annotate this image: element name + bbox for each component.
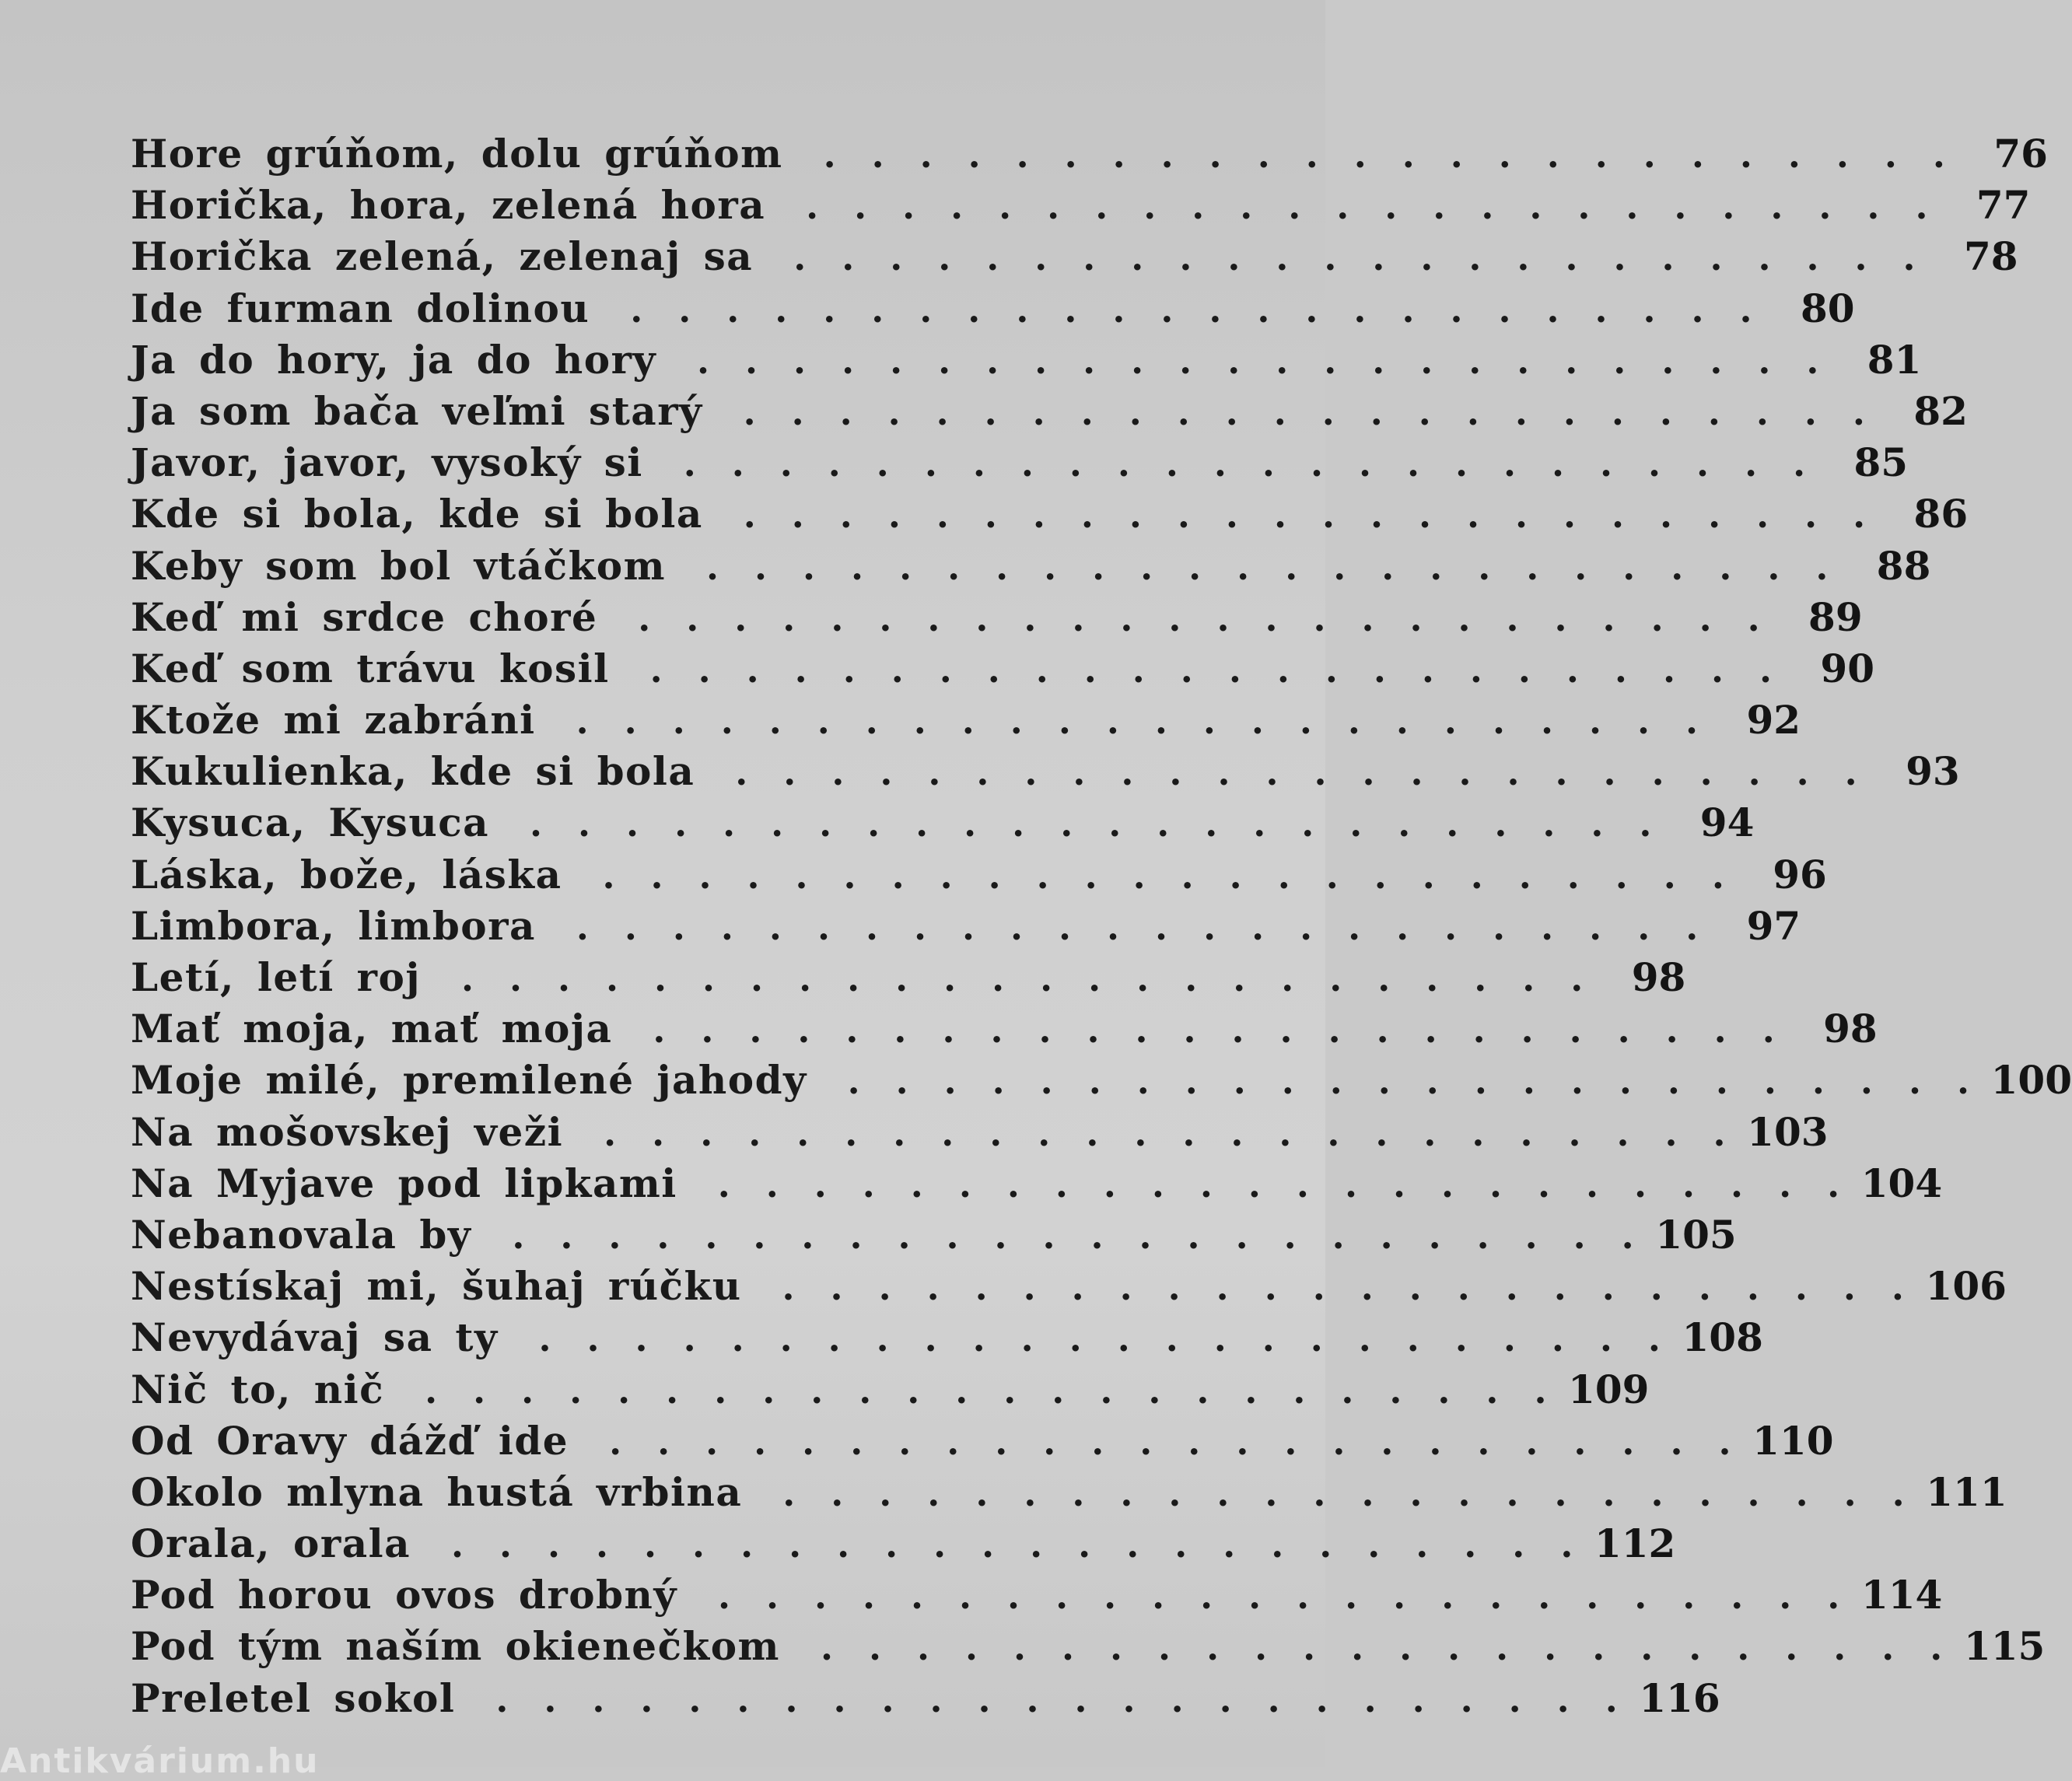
toc-entry-title: Láska, bože, láska xyxy=(131,851,562,897)
dot-leader: . . . . . . . . . . . . . . . . . . . . . . . . xyxy=(540,700,1699,743)
toc-entry-title: Keď mi srdce choré xyxy=(131,593,598,640)
toc-entry-page-number: 81 xyxy=(1867,336,1922,383)
toc-entry xyxy=(131,1569,1943,1621)
toc-entry xyxy=(131,1209,1737,1261)
toc-entry xyxy=(131,437,1909,488)
toc-entry-title: Limbora, limbora xyxy=(131,902,536,949)
toc-entry-page-number: 92 xyxy=(1746,697,1801,744)
toc-entry-page-number: 76 xyxy=(1993,131,2048,177)
toc-entry-title: Ja do hory, ja do hory xyxy=(131,336,657,383)
dot-leader: . . . . . . . . . . . . . . . . . . . . . . . . xyxy=(707,494,1866,537)
dot-leader: . . . . . . . . . . . . . . . . . . . . . . . . xyxy=(502,1317,1661,1360)
toc-entry-title: Keď som trávu kosil xyxy=(131,645,610,691)
dot-leader: . . . . . . . . . . . . . . . . . . . . . . . . xyxy=(746,1266,1904,1309)
toc-entry-page-number: 110 xyxy=(1752,1417,1834,1464)
toc-entry-page-number: 97 xyxy=(1746,902,1801,949)
toc-entry xyxy=(131,231,2018,282)
toc-entry-title: Ide furman dolinou xyxy=(131,285,590,331)
dot-leader: . . . . . . . . . . . . . . . . . . . . . . . . xyxy=(568,1111,1726,1154)
toc-entry-title: Pod tým naším okienečkom xyxy=(131,1623,780,1670)
toc-entry xyxy=(131,1312,1763,1363)
watermark: Antikvárium.hu xyxy=(0,1741,320,1781)
toc-entry-title: Okolo mlyna hustá vrbina xyxy=(131,1468,743,1515)
toc-entry-title: Ja som bača veľmi starý xyxy=(131,387,703,434)
dot-leader: . . . . . . . . . . . . . . . . . . . . . . . . xyxy=(787,134,1945,176)
toc-entry xyxy=(131,128,2048,180)
toc-entry-page-number: 116 xyxy=(1639,1674,1720,1721)
toc-entry xyxy=(131,386,1968,437)
toc-entry-title: Ktože mi zabráni xyxy=(131,697,536,744)
toc-entry-page-number: 111 xyxy=(1926,1468,2007,1515)
toc-entry-page-number: 96 xyxy=(1773,851,1827,897)
toc-entry-title: Kukulienka, kde si bola xyxy=(131,748,695,795)
toc-entry-title: Kde si bola, kde si bola xyxy=(131,491,703,537)
toc-entry-page-number: 78 xyxy=(1963,233,2018,280)
table-of-contents xyxy=(131,128,2072,1724)
toc-entry-page-number: 112 xyxy=(1594,1520,1676,1567)
toc-entry-title: Kysuca, Kysuca xyxy=(131,800,490,846)
toc-entry-title: Horička zelená, zelenaj sa xyxy=(131,233,754,280)
toc-entry-page-number: 109 xyxy=(1568,1366,1650,1412)
toc-entry-page-number: 86 xyxy=(1913,491,1969,537)
toc-entry xyxy=(131,797,1755,849)
dot-leader: . . . . . . . . . . . . . . . . . . . . . . . . xyxy=(425,957,1584,999)
toc-entry xyxy=(131,1415,1834,1467)
dot-leader: . . . . . . . . . . . . . . . . . . . . . . . . xyxy=(784,1626,1943,1669)
dot-leader: . . . . . . . . . . . . . . . . . . . . . . . . xyxy=(415,1524,1573,1566)
toc-entry-title: Od Oravy dážď ide xyxy=(131,1417,569,1464)
toc-entry-page-number: 80 xyxy=(1800,285,1855,331)
dot-leader: . . . . . . . . . . . . . . . . . . . . . . . . xyxy=(614,648,1772,691)
toc-entry-page-number: 98 xyxy=(1631,954,1686,1000)
toc-entry-page-number: 114 xyxy=(1860,1572,1943,1618)
toc-entry-title: Nevydávaj sa ty xyxy=(131,1314,499,1361)
toc-entry-page-number: 115 xyxy=(1963,1623,2046,1670)
toc-entry-page-number: 82 xyxy=(1913,387,1968,434)
toc-entry-title: Hore grúňom, dolu grúňom xyxy=(131,131,783,177)
dot-leader: . . . . . . . . . . . . . . . . . . . . . . . . xyxy=(811,1060,1969,1103)
toc-entry-page-number: 100 xyxy=(1990,1057,2072,1104)
dot-leader: . . . . . . . . . . . . . . . . . . . . . . . . xyxy=(647,443,1806,485)
toc-entry-page-number: 105 xyxy=(1655,1211,1737,1258)
dot-leader: . . . . . . . . . . . . . . . . . . . . . . . . xyxy=(770,185,1928,228)
toc-entry xyxy=(131,695,1801,746)
toc-entry xyxy=(131,334,1922,386)
toc-entry-page-number: 93 xyxy=(1906,748,1960,795)
toc-entry-page-number: 94 xyxy=(1699,800,1755,846)
toc-entry-title: Horička, hora, zelená hora xyxy=(131,182,766,229)
toc-entry xyxy=(131,1158,1943,1209)
dot-leader: . . . . . . . . . . . . . . . . . . . . . . . . xyxy=(540,905,1699,948)
toc-entry-page-number: 106 xyxy=(1925,1263,2007,1310)
toc-entry xyxy=(131,1003,1878,1055)
toc-entry xyxy=(131,746,1960,797)
toc-entry xyxy=(131,1467,2007,1518)
dot-leader: . . . . . . . . . . . . . . . . . . . . . . . . xyxy=(476,1214,1634,1257)
toc-entry-title: Moje milé, premilené jahody xyxy=(131,1057,807,1104)
dot-leader: . . . . . . . . . . . . . . . . . . . . . . . . xyxy=(747,1471,1905,1514)
toc-entry xyxy=(131,488,1969,540)
dot-leader: . . . . . . . . . . . . . . . . . . . . . . . . xyxy=(566,854,1724,897)
dot-leader: . . . . . . . . . . . . . . . . . . . . . . . . xyxy=(494,803,1652,845)
dot-leader: . . . . . . . . . . . . . . . . . . . . . . . . xyxy=(758,236,1916,279)
toc-entry xyxy=(131,1673,1720,1724)
toc-entry-page-number: 104 xyxy=(1860,1160,1943,1206)
toc-entry xyxy=(131,849,1827,901)
toc-entry xyxy=(131,1518,1676,1569)
toc-entry xyxy=(131,541,1931,592)
dot-leader: . . . . . . . . . . . . . . . . . . . . . . . . xyxy=(661,339,1819,382)
toc-entry-title: Nestískaj mi, šuhaj rúčku xyxy=(131,1263,742,1310)
toc-entry-page-number: 103 xyxy=(1747,1108,1829,1155)
toc-entry-page-number: 90 xyxy=(1820,645,1874,691)
dot-leader: . . . . . . . . . . . . . . . . . . . . . . . . xyxy=(389,1369,1547,1412)
dot-leader: . . . . . . . . . . . . . . . . . . . . . . . . xyxy=(670,545,1829,588)
toc-entry-title: Preletel sokol xyxy=(131,1674,456,1721)
dot-leader: . . . . . . . . . . . . . . . . . . . . . . . . xyxy=(602,597,1760,639)
toc-entry-title: Na Myjave pod lipkami xyxy=(131,1160,677,1206)
toc-entry-title: Na mošovskej veži xyxy=(131,1108,564,1155)
toc-entry-page-number: 85 xyxy=(1853,439,1909,486)
toc-entry-page-number: 108 xyxy=(1682,1314,1763,1361)
toc-entry-title: Nebanovala by xyxy=(131,1211,472,1258)
toc-entry-page-number: 89 xyxy=(1808,593,1863,640)
dot-leader: . . . . . . . . . . . . . . . . . . . . . . . . xyxy=(681,1575,1840,1618)
dot-leader: . . . . . . . . . . . . . . . . . . . . . . . . xyxy=(617,1009,1775,1051)
toc-entry xyxy=(131,180,2031,231)
toc-entry-title: Javor, javor, vysoký si xyxy=(131,439,643,486)
toc-entry xyxy=(131,1621,2046,1672)
toc-entry xyxy=(131,1261,2007,1312)
toc-entry xyxy=(131,952,1686,1003)
toc-entry xyxy=(131,283,1855,334)
toc-entry-page-number: 77 xyxy=(1976,182,2031,229)
toc-entry-title: Mať moja, mať moja xyxy=(131,1006,613,1052)
toc-entry xyxy=(131,643,1874,695)
toc-entry-page-number: 88 xyxy=(1876,542,1931,589)
dot-leader: . . . . . . . . . . . . . . . . . . . . . . . . xyxy=(594,288,1752,331)
dot-leader: . . . . . . . . . . . . . . . . . . . . . . . . xyxy=(707,390,1865,433)
dot-leader: . . . . . . . . . . . . . . . . . . . . . . . . xyxy=(573,1420,1731,1463)
dot-leader: . . . . . . . . . . . . . . . . . . . . . . . . xyxy=(699,751,1857,794)
toc-entry xyxy=(131,1055,2072,1106)
toc-entry xyxy=(131,1364,1650,1415)
toc-entry-page-number: 98 xyxy=(1823,1006,1878,1052)
toc-entry xyxy=(131,592,1863,643)
toc-entry xyxy=(131,1107,1829,1158)
toc-entry-title: Orala, orala xyxy=(131,1520,411,1567)
toc-entry-title: Letí, letí roj xyxy=(131,954,421,1000)
toc-entry-title: Pod horou ovos drobný xyxy=(131,1572,677,1618)
toc-entry-title: Keby som bol vtáčkom xyxy=(131,542,667,589)
dot-leader: . . . . . . . . . . . . . . . . . . . . . . . . xyxy=(460,1678,1618,1720)
toc-entry xyxy=(131,901,1801,952)
toc-entry-title: Nič to, nič xyxy=(131,1366,385,1412)
dot-leader: . . . . . . . . . . . . . . . . . . . . . . . . xyxy=(681,1163,1840,1205)
